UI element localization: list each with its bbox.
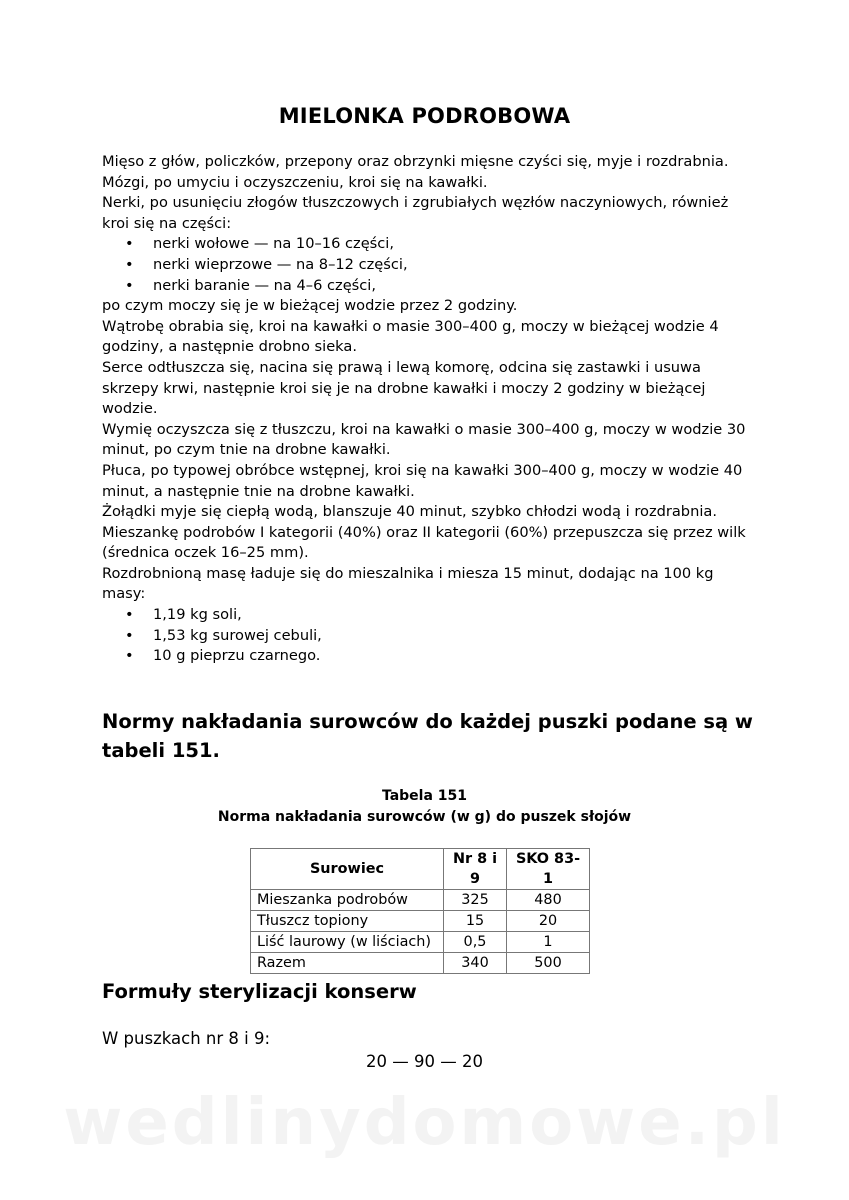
list-item: • 1,19 kg soli, xyxy=(102,605,752,626)
table-row xyxy=(251,953,590,974)
paragraph-stomachs: Żołądki myje się ciepłą wodą, blanszuje 40 minut, szybko chłodzi wodą i rozdrabnia. xyxy=(102,503,717,521)
table-row xyxy=(251,911,590,932)
table-cell: Liść laurowy (w liściach) xyxy=(251,932,444,953)
paragraph-mixture: Mieszankę podrobów I kategorii (40%) oraz II kategorii (60%) przepuszcza się przez wilk (średnica oczek 16–25 mm). xyxy=(102,523,746,562)
table-cell: 340 xyxy=(444,953,507,974)
paragraph-kidneys: Nerki, po usunięciu złogów tłuszczowych i zgrubiałych węzłów naczyniowych, również kroi się na części: xyxy=(102,194,729,232)
page-title: MIELONKA PODROBOWA xyxy=(278,104,571,128)
table-cell: 1 xyxy=(507,932,590,953)
paragraph-liver: Wątrobę obrabia się, kroi na kawałki o masie 300–400 g, moczy w bieżącej wodzie 4 godziny, a następnie drobno sieka. xyxy=(102,317,719,356)
list-item: • nerki wołowe — na 10–16 części, xyxy=(102,234,752,255)
table-title: Norma nakładania surowców (w g) do puszek słojów xyxy=(217,809,632,825)
paragraph-brains: Mózgi, po umyciu i oczyszczeniu, kroi się na kawałki. xyxy=(102,173,488,191)
table-cell: Razem xyxy=(251,953,444,974)
recipe-body xyxy=(102,152,752,667)
column-header: Surowiec xyxy=(251,849,444,890)
norms-heading: Normy nakładania surowców do każdej puszki podane są w tabeli 151. xyxy=(102,710,753,762)
list-item: • nerki wieprzowe — na 8–12 części, xyxy=(102,255,752,276)
table-cell: 0,5 xyxy=(444,932,507,953)
sterilization-formula: 20 — 90 — 20 xyxy=(366,1052,483,1071)
table-cell: Tłuszcz topiony xyxy=(251,911,444,932)
norms-table xyxy=(250,848,590,974)
formulas-heading: Formuły sterylizacji konserw xyxy=(102,980,417,1003)
table-cell: 500 xyxy=(507,953,590,974)
list-item: • 1,53 kg surowej cebuli, xyxy=(102,626,752,647)
list-item: • nerki baranie — na 4–6 części, xyxy=(102,276,752,297)
table-cell: 325 xyxy=(444,890,507,911)
paragraph-soak: po czym moczy się je w bieżącej wodzie przez 2 godziny. xyxy=(102,297,518,315)
paragraph-heart: Serce odtłuszcza się, nacina się prawą i lewą komorę, odcina się zastawki i usuwa skrzepy krwi, następnie kroi się je na drobne kawałki i moczy 2 godziny w bieżącej wodzie. xyxy=(102,358,706,418)
table-cell: 480 xyxy=(507,890,590,911)
column-header: Nr 8 i 9 xyxy=(444,849,507,890)
kidney-list xyxy=(102,234,752,296)
table-row xyxy=(251,890,590,911)
table-cell: 15 xyxy=(444,911,507,932)
table-row xyxy=(251,932,590,953)
table-cell: 20 xyxy=(507,911,590,932)
paragraph-mixing: Rozdrobnioną masę ładuje się do mieszalnika i miesza 15 minut, dodając na 100 kg masy: xyxy=(102,564,714,603)
list-item: • 10 g pieprzu czarnego. xyxy=(102,646,752,667)
table-cell: Mieszanka podrobów xyxy=(251,890,444,911)
paragraph-lungs: Płuca, po typowej obróbce wstępnej, kroi się na kawałki 300–400 g, moczy w wodzie 40 minut, a następnie tnie na drobne kawałki. xyxy=(102,461,743,500)
cans-label: W puszkach nr 8 i 9: xyxy=(102,1029,271,1048)
table-caption xyxy=(0,786,849,828)
paragraph-udder: Wymię oczyszcza się z tłuszczu, kroi na kawałki o masie 300–400 g, moczy w wodzie 30 minut, po czym tnie na drobne kawałki. xyxy=(102,420,746,459)
watermark: wedlinydomowe.pl xyxy=(63,1086,786,1160)
paragraph-head-meat: Mięso z głów, policzków, przepony oraz obrzynki mięsne czyści się, myje i rozdrabnia. xyxy=(102,153,729,170)
column-header: SKO 83-1 xyxy=(507,849,590,890)
table-header-row xyxy=(251,849,590,890)
table-number: Tabela 151 xyxy=(381,788,468,804)
additives-list xyxy=(102,605,752,667)
